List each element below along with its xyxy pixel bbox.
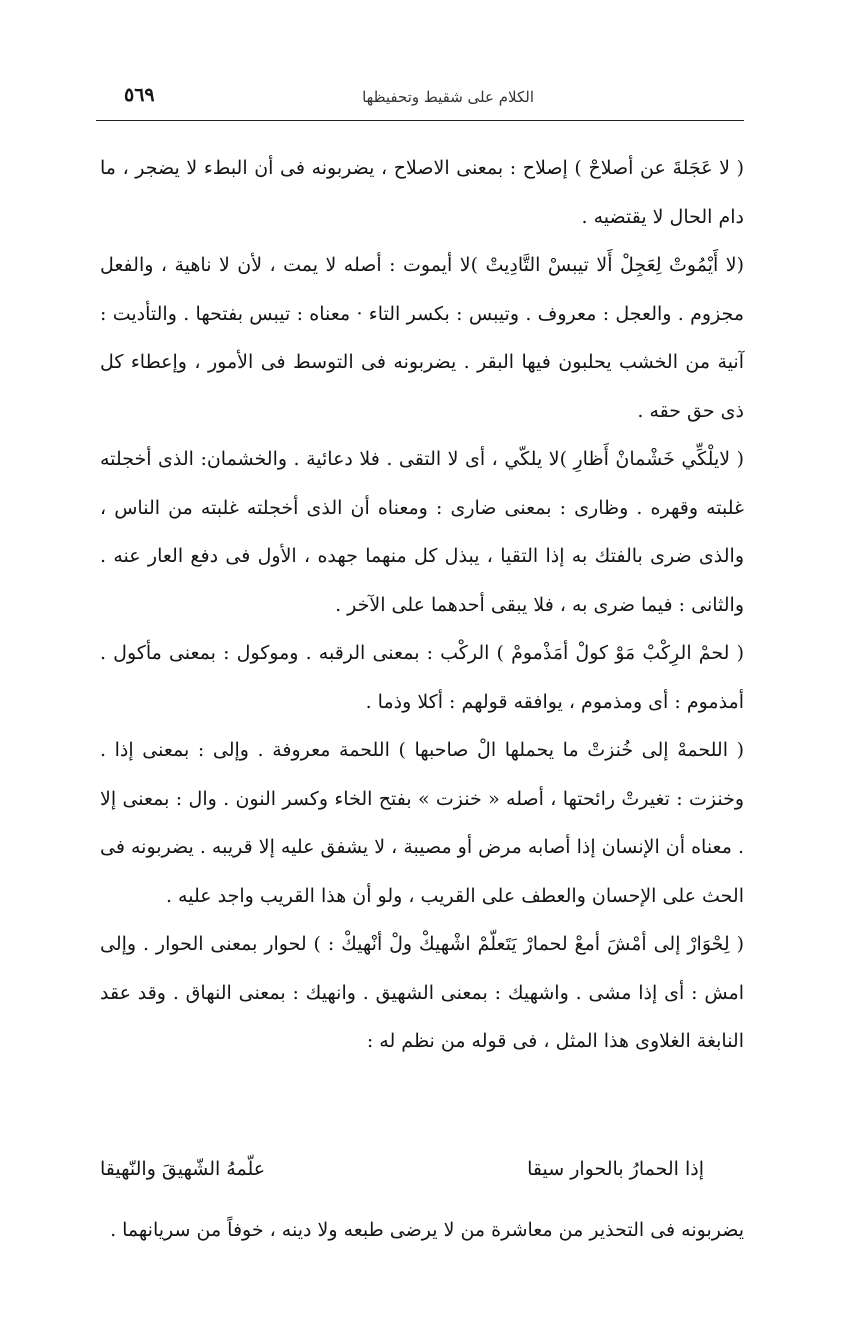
poem-verse [100, 1158, 704, 1180]
page-header [96, 82, 744, 116]
verse-first-hemistich: إذا الحمارُ بالحوار سيقا [527, 1158, 704, 1180]
header-rule [96, 120, 744, 121]
page-number: ٥٦٩ [124, 84, 155, 106]
closing-paragraph: يضربونه فى التحذير من معاشرة من لا يرضى طبعه ولا دينه ، خوفاً من سريانهما . [110, 1219, 744, 1241]
closing-text [100, 1206, 744, 1254]
verse-second-hemistich: علّمهُ الشّهيقَ والنّهيقا [100, 1158, 266, 1180]
proverb-paragraph: ( لحمْ الرِكْبْ مَوْ كولْ أمَذْمومْ ) الركْب : بمعنى الرقبه . وموكول : بمعنى مأكول . أمذموم : أى ومذموم ، يوافقه قولهم : أكلا وذما . [100, 642, 744, 713]
body-text [100, 144, 744, 1066]
proverb-paragraph: ( لايلْكِّي خَشْمانْ أَظارِ )لا يلكّي ، أى لا التقى . فلا دعائية . والخشمان: الذى أخجلته غلبته وقهره . وظارى : بمعنى ضارى : ومعناه أن الذى أخجلته غلبته من الناس ، والذى ضرى بالفتك به إذا التقيا ، يبذل كل منهما جهده ، الأول فى دفع العار عنه . والثانى : فيما ضرى به ، فلا يبقى أحدهما على الآخر . [100, 448, 744, 616]
proverb-paragraph: ( لِحْوَارْ إلى أمْشَ أمعْ لحمارْ يَتَعلّمْ اشْهيكْ ولْ أنْهيكْ : ) لحوار بمعنى الحوار . وإلى امش : أى إذا مشى . واشهيك : بمعنى الشهيق . وانهيك : بمعنى النهاق . وقد عقد النابغة الغلاوى هذا المثل ، فى قوله من نظم له : [100, 933, 744, 1052]
proverb-paragraph: ( لا عَجَلةَ عن أصلاحْ ) إصلاح : بمعنى الاصلاح ، يضربونه فى أن البطء لا يضجر ، ما دام الحال لا يقتضيه . [100, 157, 744, 228]
proverb-paragraph: ( اللحمهْ إلى خُنزتْ ما يحملها الْ صاحبها ) اللحمة معروفة . وإلى : بمعنى إذا . وخنزت : تغيرتْ رائحتها ، أصله « خنزت » بفتح الخاء وكسر النون . وال : بمعنى إلا . معناه أن الإنسان إذا أصابه مرض أو مصيبة ، لا يشفق عليه إلا قريبه . يضربونه فى الحث على الإحسان والعطف على القريب ، ولو أن هذا القريب واجد عليه . [100, 739, 744, 907]
running-title: الكلام على شقيط وتحفيظها [362, 88, 534, 106]
proverb-paragraph: (لا أَيْمُوتْ لِعَجِلْ أَلا تيبسْ التَّادِيتْ )لا أيموت : أصله لا يمت ، لأن لا ناهية ، والفعل مجزوم . والعجل : معروف . وتيبس : بكسر التاء · معناه : تيبس بفتحها . والتأديت : آنية من الخشب يحلبون فيها البقر . يضربونه فى التوسط فى الأمور ، وإعطاء كل ذى حق حقه . [100, 254, 744, 422]
